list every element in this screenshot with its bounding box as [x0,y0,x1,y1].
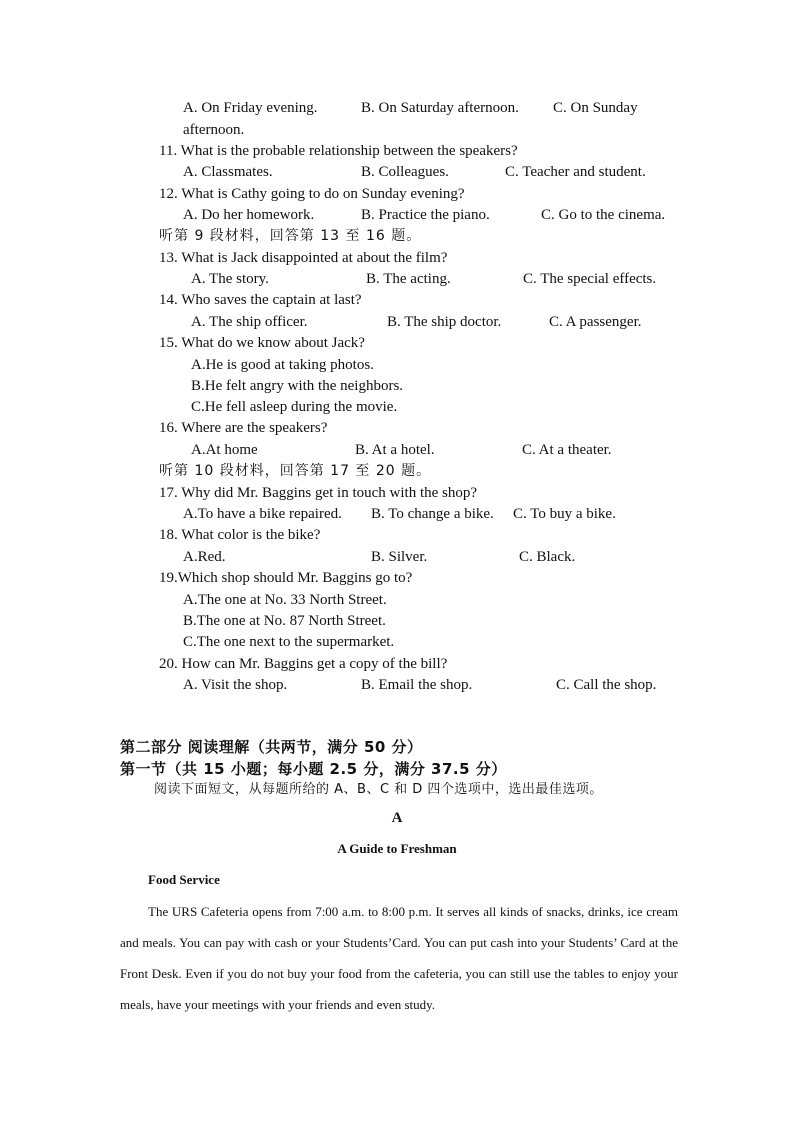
q10-option-c: C. On Sunday [553,100,638,116]
q15-option-c: C.He fell asleep during the movie. [191,399,398,415]
part-two-title: 第二部分 阅读理解（共两节，满分 50 分） [120,738,423,756]
q13-option-b: B. The acting. [366,271,451,287]
q16-option-a: A.At home [191,442,258,458]
q15-option-b: B.He felt angry with the neighbors. [191,378,404,394]
question-20-stem: 20. How can Mr. Baggins get a copy of the bill? [159,656,448,672]
q14-option-a: A. The ship officer. [191,314,308,330]
reading-instruction: 阅读下面短文，从每题所给的 A、B、C 和 D 四个选项中，选出最佳选项。 [154,782,603,797]
q20-option-c: C. Call the shop. [556,677,657,693]
q19-option-a: A.The one at No. 33 North Street. [183,592,387,608]
q17-option-c: C. To buy a bike. [513,506,616,522]
q10-option-a: A. On Friday evening. [183,100,318,116]
q13-option-c: C. The special effects. [523,271,657,287]
q19-option-c: C.The one next to the supermarket. [183,634,395,650]
section-one-title: 第一节（共 15 小题；每小题 2.5 分，满分 37.5 分） [120,760,507,778]
passage-title: A Guide to Freshman [337,841,457,856]
q20-option-a: A. Visit the shop. [183,677,288,693]
q11-option-b: B. Colleagues. [361,164,449,180]
question-19-stem: 19.Which shop should Mr. Baggins go to? [159,570,413,586]
subheading-food-service: Food Service [148,872,220,887]
passage-letter: A [391,810,403,826]
section-10-instruction: 听第 10 段材料，回答第 17 至 20 题。 [159,463,432,479]
q13-option-a: A. The story. [191,271,269,287]
section-9-instruction: 听第 9 段材料，回答第 13 至 16 题。 [159,228,422,244]
q18-option-b: B. Silver. [371,549,428,565]
q10-option-b: B. On Saturday afternoon. [361,100,519,116]
q16-option-b: B. At a hotel. [355,442,435,458]
q18-option-c: C. Black. [519,549,576,565]
question-15-stem: 15. What do we know about Jack? [159,335,365,351]
question-14-stem: 14. Who saves the captain at last? [159,292,362,308]
q17-option-b: B. To change a bike. [371,506,494,522]
question-13-stem: 13. What is Jack disappointed at about the film? [159,250,448,266]
q17-option-a: A.To have a bike repaired. [183,506,342,522]
q11-option-a: A. Classmates. [183,164,273,180]
q12-option-c: C. Go to the cinema. [541,207,666,223]
q20-option-b: B. Email the shop. [361,677,473,693]
q14-option-b: B. The ship doctor. [387,314,502,330]
q14-option-c: C. A passenger. [549,314,642,330]
q12-option-a: A. Do her homework. [183,207,315,223]
q12-option-b: B. Practice the piano. [361,207,490,223]
food-service-paragraph: The URS Cafeteria opens from 7:00 a.m. to 8:00 p.m. It serves all kinds of snacks, drinks, ice cream and meals. You can pay with cash or your Students’Card. You can put cash into your Students’ Card at the Front Desk. Even if you do not buy your food from the cafeteria, you can still use the tables to enjoy your meals, have your meetings with your friends and even study. [120,904,678,1012]
question-18-stem: 18. What color is the bike? [159,527,321,543]
question-17-stem: 17. Why did Mr. Baggins get in touch with the shop? [159,485,478,501]
q15-option-a: A.He is good at taking photos. [191,357,374,373]
question-16-stem: 16. Where are the speakers? [159,420,328,436]
q16-option-c: C. At a theater. [522,442,612,458]
q18-option-a: A.Red. [183,549,226,565]
q10-option-c-continued: afternoon. [183,122,245,138]
q19-option-b: B.The one at No. 87 North Street. [183,613,386,629]
question-11-stem: 11. What is the probable relationship between the speakers? [159,143,518,159]
q11-option-c: C. Teacher and student. [505,164,646,180]
question-12-stem: 12. What is Cathy going to do on Sunday evening? [159,186,465,202]
